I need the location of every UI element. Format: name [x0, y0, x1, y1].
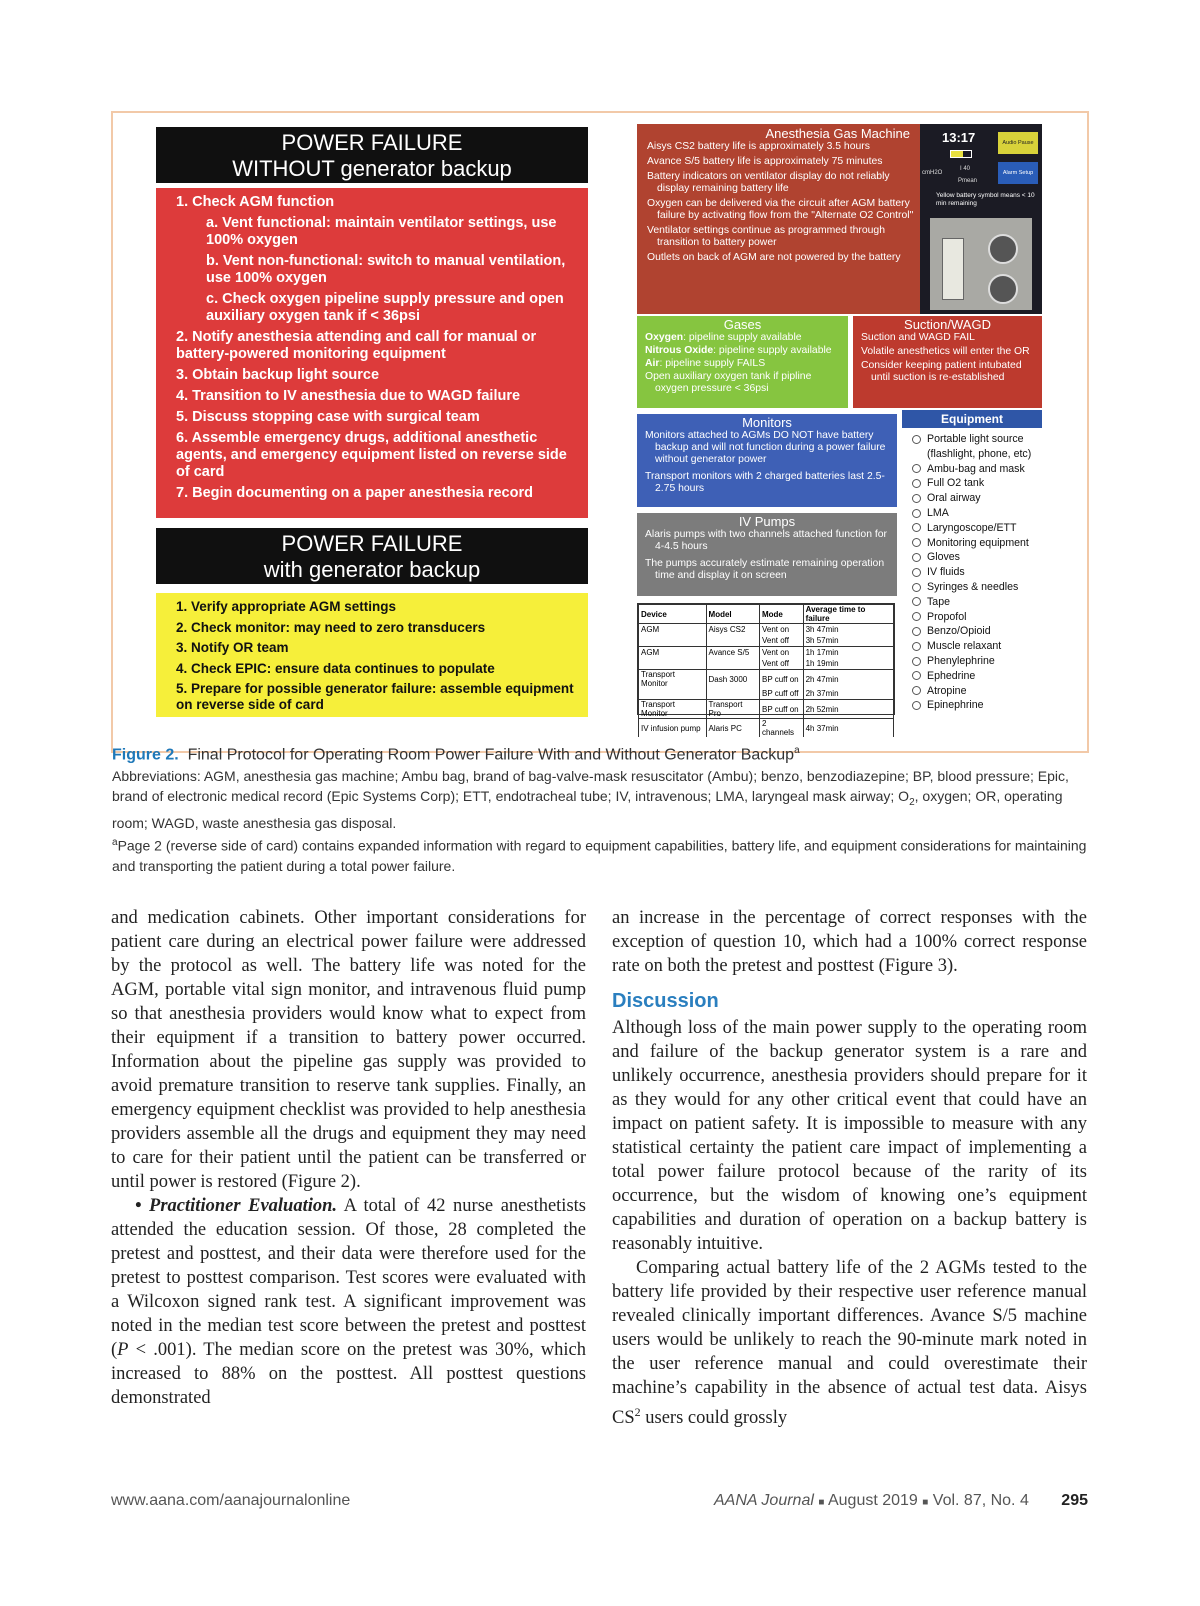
- footer-separator: ■: [922, 1497, 929, 1508]
- bullet-icon: [912, 479, 921, 488]
- equipment-item: Full O2 tank: [912, 476, 1042, 491]
- equipment-item: Portable light source: [912, 432, 1042, 447]
- without-step: 5. Discuss stopping case with surgical team: [176, 409, 480, 425]
- table-cell: 3h 57min: [803, 635, 893, 647]
- caption-title-line: [112, 740, 1088, 766]
- caption-abbreviations: Abbreviations: AGM, anesthesia gas machine; Ambu bag, brand of bag-valve-mask resuscitator (Ambu); benzo, benzodiazepine; BP, blood pressure; Epic, brand of electronic medical record (Epic Systems Corp); ETT, endotracheal tube; IV, intravenous; LMA, laryngeal mask airway; $O_2$, oxygen; OR, operating room; WAGD, waste anesthesia gas disposal.: [112, 768, 1069, 832]
- table-cell: Vent on: [759, 647, 803, 659]
- without-backup-steps-panel: [156, 188, 588, 518]
- equipment-item: IV fluids: [912, 565, 1042, 580]
- bullet-icon: [912, 671, 921, 680]
- table-cell: IV infusion pump: [639, 719, 707, 738]
- monitor-time: 13:17: [942, 130, 976, 145]
- with-title-line2: with generator backup: [263, 557, 481, 582]
- table-cell: BP cuff on: [759, 670, 803, 689]
- table-header: Average time to failure: [803, 605, 893, 624]
- flowmeter-icon: [942, 238, 964, 300]
- with-step: 5. Prepare for possible generator failure: assemble equipment on reverse side of card: [176, 681, 574, 712]
- without-step: c. Check oxygen pipeline supply pressure and open auxiliary oxygen tank if < 36psi: [206, 291, 564, 324]
- bullet-icon: [912, 701, 921, 710]
- without-step: 1. Check AGM function: [176, 194, 335, 210]
- table-row: [639, 624, 894, 636]
- suction-line: Consider keeping patient intubated until suction is re-established: [861, 360, 1022, 383]
- with-step: 4. Check EPIC: ensure data continues to populate: [176, 660, 495, 676]
- with-steps-list: [176, 599, 574, 713]
- table-cell: Transport Monitor: [639, 670, 707, 689]
- equipment-item: Oral airway: [912, 491, 1042, 506]
- equipment-item: Tape: [912, 595, 1042, 610]
- agm-title: Anesthesia Gas Machine: [765, 126, 910, 141]
- bullet-icon: [912, 553, 921, 562]
- ventilator-readout: I 40: [960, 166, 971, 172]
- table-cell: Transport Monitor: [639, 700, 707, 719]
- ventilator-display-photo: [920, 124, 1042, 314]
- page-number: 295: [1061, 1492, 1088, 1509]
- equipment-item: Muscle relaxant: [912, 639, 1042, 654]
- bullet-icon: [912, 657, 921, 666]
- table-header: Device: [639, 605, 707, 624]
- without-title-line1: POWER FAILURE: [281, 130, 463, 155]
- table-cell: [706, 658, 759, 670]
- table-cell: 2 channels: [759, 719, 803, 738]
- equipment-item: Laryngoscope/ETT: [912, 521, 1042, 536]
- suction-line: Suction and WAGD FAIL: [861, 332, 975, 343]
- body-paragraph: Although loss of the main power supply to the operating room and failure of the backup generator system is a rare and unlikely occurrence, anesthesia providers should prepare for it as they would for any other critical event that could have an impact on patient safety. It is impossible to measure with any statistical certainty the patient care impact of implementing a total power failure protocol because of the rarity of its occurrence, but the wisdom of knowing one’s equipment capabilities and duration of operation on a backup battery is reasonably intuitive.: [612, 1018, 1087, 1254]
- bullet-icon: [912, 597, 921, 606]
- gases-panel: [637, 316, 848, 408]
- monitors-panel: [637, 414, 897, 507]
- equipment-item: Ambu-bag and mask: [912, 462, 1042, 477]
- gas-line: Nitrous Oxide: pipeline supply available: [645, 345, 832, 356]
- device-table: [638, 604, 894, 737]
- table-cell: [639, 658, 707, 670]
- footer-citation: [714, 1492, 1088, 1510]
- equipment-item: LMA: [912, 506, 1042, 521]
- without-backup-title: [156, 127, 588, 183]
- bullet-icon: [912, 464, 921, 473]
- battery-note: Yellow battery symbol means < 10 min remaining: [936, 192, 1035, 207]
- bullet-icon: [912, 642, 921, 651]
- discussion-heading: Discussion: [612, 990, 719, 1012]
- table-cell: [706, 688, 759, 700]
- footer-url[interactable]: www.aana.com/aanajournalonline: [111, 1492, 351, 1509]
- body-right-column: [612, 906, 1087, 1430]
- agm-line: Avance S/5 battery life is approximately 75 minutes: [647, 156, 883, 167]
- bullet-icon: [912, 568, 921, 577]
- table-row: [639, 670, 894, 689]
- pmean-readout: Pmean: [958, 178, 978, 184]
- table-cell: 2h 37min: [803, 688, 893, 700]
- with-backup-title: [156, 528, 588, 584]
- agm-line: Ventilator settings continue as programmed through transition to battery power: [647, 225, 885, 248]
- equipment-item: (flashlight, phone, etc): [927, 447, 1032, 460]
- agm-line: Aisys CS2 battery life is approximately 3.5 hours: [647, 141, 870, 152]
- control-panel: [930, 218, 1032, 310]
- equipment-item: Syringes & needles: [912, 580, 1042, 595]
- table-cell: AGM: [639, 647, 707, 659]
- table-header: Mode: [759, 605, 803, 624]
- battery-icon: [950, 150, 972, 158]
- caption-footnote: $^a$Page 2 (reverse side of card) contains expanded information with regard to equipment capabilities, battery life, and equipment considerations for maintaining and transporting the patient during a total power failure.: [112, 837, 1087, 874]
- issue-date: August 2019: [827, 1492, 918, 1509]
- equipment-item: Atropine: [912, 684, 1042, 699]
- table-cell: [706, 635, 759, 647]
- h2o-readout: cmH2O: [922, 170, 943, 176]
- table-cell: Avance S/5: [706, 647, 759, 659]
- equipment-item: Epinephrine: [912, 698, 1042, 713]
- without-steps-list: [176, 194, 574, 502]
- agm-panel: [637, 124, 920, 314]
- table-row: [639, 700, 894, 719]
- table-cell: Vent on: [759, 624, 803, 636]
- bullet-icon: [912, 509, 921, 518]
- suction-title: Suction/WAGD: [904, 317, 991, 332]
- iv-pumps-line: Alaris pumps with two channels attached function for 4-4.5 hours: [645, 529, 887, 552]
- table-row: [639, 635, 894, 647]
- table-cell: 1h 19min: [803, 658, 893, 670]
- suction-panel: [853, 316, 1042, 408]
- without-step: a. Vent functional: maintain ventilator settings, use 100% oxygen: [206, 215, 557, 248]
- table-cell: AGM: [639, 624, 707, 636]
- with-backup-steps-panel: [156, 593, 588, 717]
- body-paragraph: an increase in the percentage of correct responses with the exception of question 10, which had a 100% correct response rate on both the pretest and posttest (Figure 3).: [612, 908, 1087, 976]
- table-cell: Vent off: [759, 635, 803, 647]
- table-row: [639, 719, 894, 738]
- battery-test-table: [637, 603, 895, 737]
- equipment-item: Phenylephrine: [912, 654, 1042, 669]
- agm-line: Oxygen can be delivered via the circuit after AGM battery failure by activating flow from the "Alternate O2 Control": [647, 198, 914, 221]
- gases-title: Gases: [723, 317, 762, 332]
- table-cell: Alaris PC: [706, 719, 759, 738]
- table-cell: Aisys CS2: [706, 624, 759, 636]
- table-cell: Transport Pro: [706, 700, 759, 719]
- knob-icon: [988, 234, 1018, 264]
- table-cell: 3h 47min: [803, 624, 893, 636]
- table-cell: 2h 52min: [803, 700, 893, 719]
- body-paragraph: • Practitioner Evaluation. A total of 42 nurse anesthetists attended the education session. Of those, 28 completed the pretest and posttest, and their data were therefore used for the pretest to posttest comparison. Test scores were evaluated with a Wilcoxon signed rank test. A significant improvement was noted in the median test score between the pretest and posttest (P < .001). The median score on the pretest was 30%, which increased to 88% on the posttest. All posttest questions demonstrated: [111, 1196, 586, 1408]
- figure-title-footnote-mark: a: [794, 745, 800, 756]
- iv-pumps-title: IV Pumps: [738, 514, 796, 529]
- knob-icon: [988, 274, 1018, 304]
- table-cell: [639, 635, 707, 647]
- equipment-list: [902, 428, 1042, 713]
- without-step: 4. Transition to IV anesthesia due to WAGD failure: [176, 388, 521, 404]
- table-cell: BP cuff off: [759, 688, 803, 700]
- table-cell: [639, 688, 707, 700]
- table-cell: 4h 37min: [803, 719, 893, 738]
- audio-pause-key: Audio Pause: [998, 132, 1038, 154]
- table-cell: BP cuff on: [759, 700, 803, 719]
- bullet-icon: [912, 612, 921, 621]
- table-cell: Vent off: [759, 658, 803, 670]
- volume-number: Vol. 87, No. 4: [932, 1492, 1029, 1509]
- gas-line: Air: pipeline supply FAILS: [645, 358, 766, 369]
- without-step: 7. Begin documenting on a paper anesthesia record: [176, 485, 533, 501]
- bullet-icon: [912, 523, 921, 532]
- agm-line: Battery indicators on ventilator display do not reliably display remaining battery life: [647, 171, 890, 194]
- table-row: [639, 688, 894, 700]
- equipment-item: Ephedrine: [912, 669, 1042, 684]
- with-step: 2. Check monitor: may need to zero transducers: [176, 619, 486, 635]
- suction-line: Volatile anesthetics will enter the OR: [861, 346, 1030, 357]
- monitors-line: Monitors attached to AGMs DO NOT have battery backup and will not function during a power failure without generator power: [645, 430, 886, 465]
- bullet-icon: [912, 686, 921, 695]
- gas-line: Open auxiliary oxygen tank if pipline oxygen pressure < 36psi: [645, 371, 812, 394]
- iv-pumps-panel: [637, 513, 897, 596]
- bullet-icon: [912, 627, 921, 636]
- agm-line: Outlets on back of AGM are not powered by the battery: [647, 252, 901, 263]
- iv-pumps-line: The pumps accurately estimate remaining operation time and display it on screen: [645, 558, 885, 581]
- bullet-icon: [912, 435, 921, 444]
- gas-line: Oxygen: pipeline supply available: [645, 332, 802, 343]
- figure-caption: [112, 740, 1088, 876]
- table-cell: 1h 17min: [803, 647, 893, 659]
- without-step: 6. Assemble emergency drugs, additional anesthetic agents, and emergency equipment listed on reverse side of card: [176, 430, 567, 480]
- without-step: b. Vent non-functional: switch to manual ventilation, use 100% oxygen: [206, 253, 566, 286]
- monitors-title: Monitors: [742, 415, 792, 430]
- alarm-setup-key: Alarm Setup: [998, 162, 1038, 184]
- equipment-title: Equipment: [902, 410, 1042, 428]
- table-row: [639, 658, 894, 670]
- table-cell: Dash 3000: [706, 670, 759, 689]
- with-step: 1. Verify appropriate AGM settings: [176, 599, 397, 614]
- equipment-item: Propofol: [912, 610, 1042, 625]
- figure-label: Figure 2.: [112, 746, 179, 764]
- with-step: 3. Notify OR team: [176, 640, 289, 655]
- journal-name: AANA Journal: [714, 1492, 814, 1509]
- equipment-panel: [902, 410, 1042, 715]
- without-step: 2. Notify anesthesia attending and call for manual or battery-powered monitoring equipment: [176, 329, 537, 362]
- section-subhead: • Practitioner Evaluation.: [135, 1196, 338, 1216]
- table-cell: 2h 47min: [803, 670, 893, 689]
- monitors-line: Transport monitors with 2 charged batteries last 2.5-2.75 hours: [645, 471, 885, 494]
- figure-title: Final Protocol for Operating Room Power Failure With and Without Generator Backup: [187, 746, 795, 764]
- footer-separator: ■: [818, 1497, 825, 1508]
- body-left-column: [111, 906, 586, 1410]
- equipment-item: Gloves: [912, 550, 1042, 565]
- bullet-icon: [912, 538, 921, 547]
- with-title-line1: POWER FAILURE: [281, 531, 463, 556]
- table-header-row: [639, 605, 894, 624]
- body-paragraph: Comparing actual battery life of the 2 AGMs tested to the battery life provided by their respective user reference manual revealed clinically important differences. Avance S/5 machine users would be unlikely to reach the 90-minute mark noted in the user reference manual and could overestimate their machine’s capability in the absence of actual test data. Aisys $CS^2$ users could grossly: [612, 1258, 1087, 1429]
- equipment-item: Monitoring equipment: [912, 536, 1042, 551]
- body-paragraph: and medication cabinets. Other important considerations for patient care during an electrical power failure were addressed by the protocol as well. The battery life was noted for the AGM, portable vital sign monitor, and intravenous fluid pump so that anesthesia providers would know what to expect from their equipment if a transition to battery power occurred. Information about the pipeline gas supply was provided to avoid premature transition to reserve tank supplies. Finally, an emergency equipment checklist was provided to help anesthesia providers assemble all the drugs and equipment they may need to care for their patient until the patient can be transferred or until power is restored (Figure 2).: [111, 908, 586, 1192]
- table-row: [639, 647, 894, 659]
- bullet-icon: [912, 583, 921, 592]
- without-title-line2: WITHOUT generator backup: [232, 156, 512, 181]
- bullet-icon: [912, 494, 921, 503]
- equipment-item: Benzo/Opioid: [912, 624, 1042, 639]
- without-step: 3. Obtain backup light source: [176, 367, 380, 383]
- table-header: Model: [706, 605, 759, 624]
